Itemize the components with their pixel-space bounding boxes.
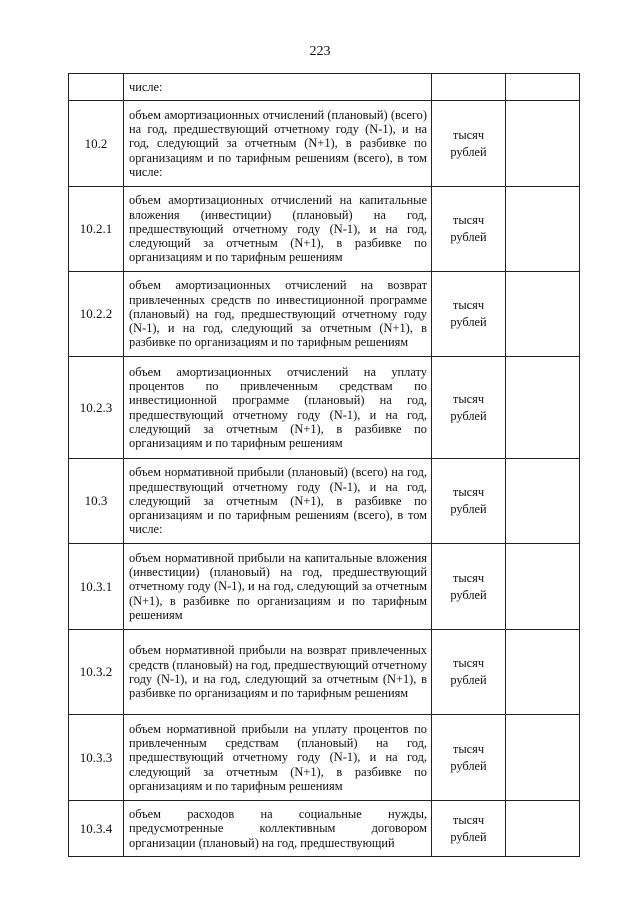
row-number [69,74,124,101]
row-value-cell [506,101,580,187]
unit-text: тысяч [452,741,485,756]
row-unit [432,357,506,459]
table-row [69,715,580,801]
unit-text: тысяч [452,391,485,406]
unit-text: рублей [450,758,487,773]
indicator-table [68,73,580,857]
page-number: 223 [309,44,331,59]
table-row [69,101,580,187]
row-unit [432,187,506,272]
row-unit [432,544,506,630]
unit-text: тысяч [452,656,485,670]
row-value-cell [506,459,580,544]
row-description: объем амортизационных отчислений на уплату процентов по привлеченным средствам по инвестиционной программе (плановый) на год, предшествующий отчетному году (N-1), и на год, следующий за отчетным (N+1), в разбивке по организациям и по тарифным решениям [124,357,432,459]
unit-text: тысяч [452,570,485,585]
row-unit [432,715,506,801]
unit-text: рублей [450,230,487,244]
row-description: объем амортизационных отчислений на возврат привлеченных средств по инвестиционной программе (плановый) на год, предшествующий отчетному году (N-1), и на год, следующий за отчетным (N+1), в разбивке по организациям и по тарифным решениям [124,272,432,357]
row-description: объем нормативной прибыли на капитальные вложения (инвестиции) (плановый) на год, предшествующий отчетному году (N-1), и на год, следующий за отчетным (N+1), в разбивке по организациям и по тарифным решениям [124,544,432,630]
table-row [69,272,580,357]
table-body [69,74,580,857]
row-value-cell [506,801,580,857]
row-unit [432,74,506,101]
row-number: 10.2.3 [69,357,124,459]
row-unit [432,801,506,857]
row-value-cell [506,357,580,459]
row-description: объем амортизационных отчислений на капитальные вложения (инвестиции) (плановый) на год, предшествующий отчетному году (N-1), и на год, следующий за отчетным (N+1), в разбивке по организациям и по тарифным решениям [124,187,432,272]
row-number: 10.2.1 [69,187,124,272]
table-row [69,630,580,715]
row-number: 10.3.3 [69,715,124,801]
row-value-cell [506,544,580,630]
row-number: 10.3 [69,459,124,544]
row-description: объем нормативной прибыли на уплату процентов по привлеченным средствам (плановый) на год, предшествующий отчетному году (N-1), и на год, следующий за отчетным (N+1), в разбивке по организациям и по тарифным решениям [124,715,432,801]
row-value-cell [506,630,580,715]
row-unit [432,630,506,715]
unit-text: рублей [450,315,487,329]
unit-text: рублей [450,502,487,516]
row-value-cell [506,187,580,272]
table-row [69,357,580,459]
unit-text: рублей [450,673,487,687]
row-description: объем расходов на социальные нужды, предусмотренные коллективным договором организации (плановый) на год, предшествующий [124,801,432,857]
row-description: объем нормативной прибыли на возврат привлеченных средств (плановый) на год, предшествующий отчетному году (N-1), и на год, следующий за отчетным (N+1), в разбивке по организациям и по тарифным решениям [124,630,432,715]
table-row [69,801,580,857]
row-number: 10.2 [69,101,124,187]
unit-text: тысяч [452,812,485,827]
row-description: числе: [124,74,432,101]
table-row [69,459,580,544]
row-value-cell [506,715,580,801]
row-number: 10.3.4 [69,801,124,857]
row-number: 10.3.2 [69,630,124,715]
unit-text: рублей [450,587,487,602]
row-description: объем амортизационных отчислений (плановый) (всего) на год, предшествующий отчетному году (N-1), и на год, следующий за отчетным (N+1), в разбивке по организациям и по тарифным решениям (всего), в том числе: [124,101,432,187]
unit-text: рублей [450,829,487,844]
unit-text: тысяч [452,127,485,142]
row-number: 10.2.2 [69,272,124,357]
table-row [69,544,580,630]
unit-text: тысяч [452,485,485,499]
unit-text: тысяч [452,298,485,312]
unit-text: рублей [450,144,487,159]
row-unit [432,272,506,357]
row-number: 10.3.1 [69,544,124,630]
row-unit [432,459,506,544]
table-row [69,187,580,272]
row-value-cell [506,74,580,101]
row-description: объем нормативной прибыли (плановый) (всего) на год, предшествующий отчетному году (N-1), и на год, следующий за отчетным (N+1), в разбивке по организациям и по тарифным решениям (всего), в том числе: [124,459,432,544]
unit-text: рублей [450,408,487,423]
unit-text: тысяч [452,213,485,227]
table-row [69,74,580,101]
row-value-cell [506,272,580,357]
row-unit [432,101,506,187]
